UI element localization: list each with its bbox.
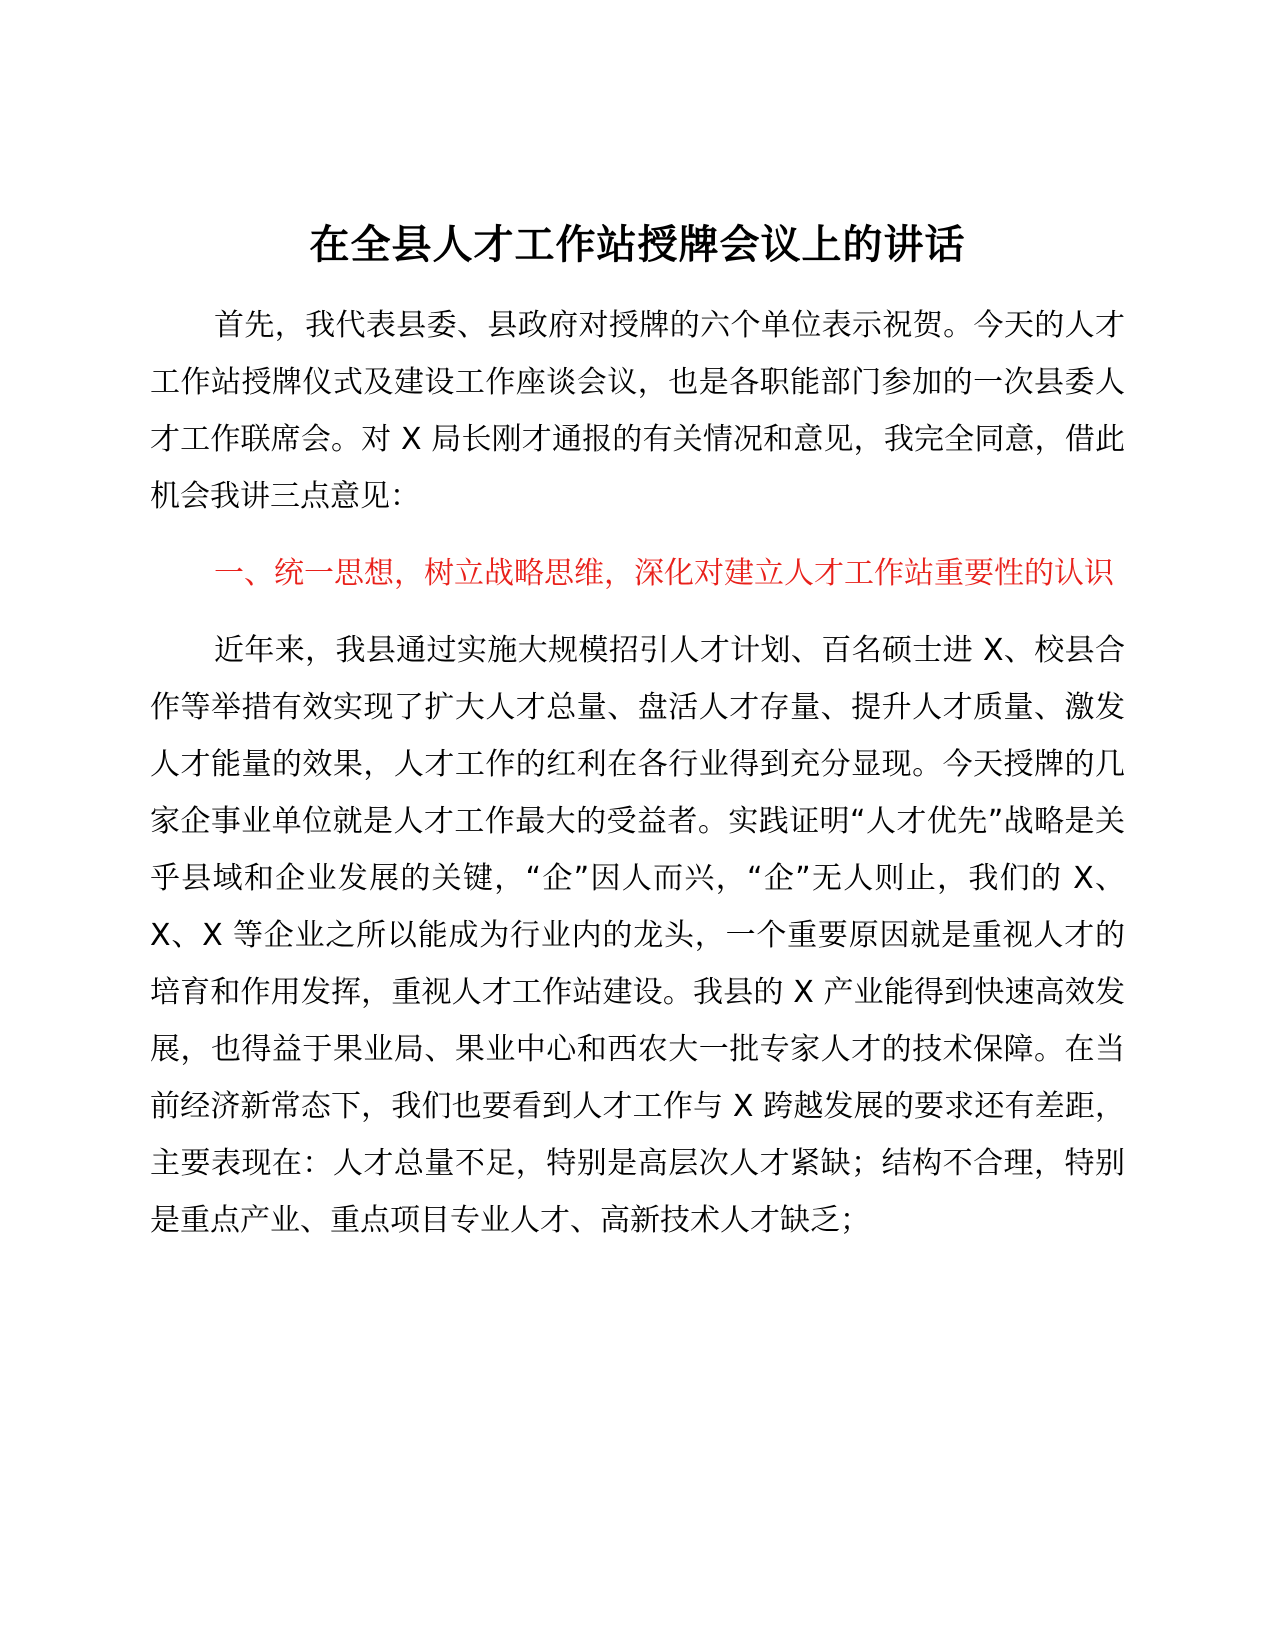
document-title: 在全县人才工作站授牌会议上的讲话 [309, 222, 966, 268]
body-paragraph: 近年来，我县通过实施大规模招引人才计划、百名硕士进 X、校县合作等举措有效实现了扩大人才总量、盘活人才存量、提升人才质量、激发人才能量的效果，人才工作的红利在各行业得到充分显现。今天授牌的几家企事业单位就是人才工作最大的受益者。实践证明“人才优先”战略是关乎县域和企业发展的关键，“企”因人而兴，“企”无人则止，我们的 X、X、X 等企业之所以能成为行业内的龙头，一个重要原因就是重视人才的培育和作用发挥，重视人才工作站建设。我县的 X 产业能得到快速高效发展，也得益于果业局、果业中心和西农大一批专家人才的技术保障。在当前经济新常态下，我们也要看到人才工作与 X 跨越发展的要求还有差距，主要表现在：人才总量不足，特别是高层次人才紧缺；结构不合理，特别是重点产业、重点项目专业人才、高新技术人才缺乏； [150, 633, 1125, 1238]
document-page [150, 215, 1125, 1249]
section-heading-1: 一、统一思想，树立战略思维，深化对建立人才工作站重要性的认识 [214, 556, 1114, 591]
opening-paragraph: 首先，我代表县委、县政府对授牌的六个单位表示祝贺。今天的人才工作站授牌仪式及建设工作座谈会议，也是各职能部门参加的一次县委人才工作联席会。对 X 局长刚才通报的有关情况和意见，我完全同意，借此机会我讲三点意见： [150, 308, 1125, 514]
